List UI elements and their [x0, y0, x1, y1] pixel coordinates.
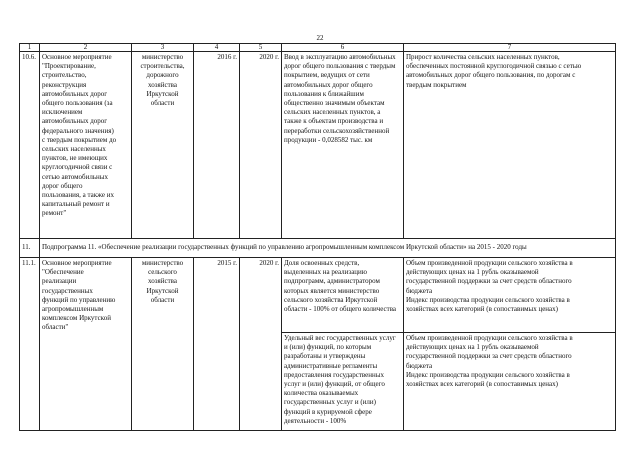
column-number: 2 [40, 44, 132, 52]
target-indicator: Удельный вес государственных услуг и (или) функций, по которым разработаны и утверждены административные регламенты предоставления государственных услуг и (или) функций, от общего количества оказываемых государственных услуг и (или) функций в курируемой сфере деятельности - 100% [282, 333, 404, 431]
page-number: 22 [316, 34, 324, 42]
column-number: 1 [20, 44, 40, 52]
column-number: 6 [282, 44, 404, 52]
executor: министерство сельского хозяйства Иркутской области [132, 258, 194, 431]
column-number: 4 [194, 44, 240, 52]
target-indicator: Ввод в эксплуатацию автомобильных дорог общего пользования с твердым покрытием, ведущих от сети автомобильных дорог общего пользования к ближайшим общественно значимым объектам сельских населенных пунктов, а также к объектам производства и переработки сельскохозяйственной продукции - 0,028582 тыс. км [282, 52, 404, 239]
row-number: 10.6. [20, 52, 40, 239]
expected-result: Объем произведенной продукции сельского хозяйства в действующих ценах на 1 рубль оказываемой государственной поддержки за счет средств областного бюджета Индекс производства продукции сельского хозяйства в хозяйствах всех категорий (в сопоставимых ценах) [404, 258, 616, 333]
subprogram-row [20, 239, 616, 258]
measure-name: Основное мероприятие "Проектирование, строительство, реконструкция автомобильных дорог общего пользования (за исключением автомобильных дорог федерального значения) с твердым покрытием до сельских населенных пунктов, не имеющих круглогодичной связи с сетью автомобильных дорог общего пользования, а также их капитальный ремонт и ремонт" [40, 52, 132, 239]
column-number-row [20, 44, 616, 52]
subprogram-number: 11. [20, 239, 40, 258]
table-row-11-1 [20, 258, 616, 333]
row-number: 11.1. [20, 258, 40, 431]
end-year: 2020 г. [240, 258, 282, 431]
column-number: 5 [240, 44, 282, 52]
measure-name: Основное мероприятие "Обеспечение реализации государственных функций по управлению агропромышленным комплексом Иркутской области" [40, 258, 132, 431]
executor: министерство строительства, дорожного хозяйства Иркутской области [132, 52, 194, 239]
end-year: 2020 г. [240, 52, 282, 239]
start-year: 2016 г. [194, 52, 240, 239]
expected-result: Объем произведенной продукции сельского хозяйства в действующих ценах на 1 рубль оказываемой государственной поддержки за счет средств областного бюджета Индекс производства продукции сельского хозяйства в хозяйствах всех категорий (в сопоставимых ценах) [404, 333, 616, 431]
start-year: 2015 г. [194, 258, 240, 431]
measures-table [19, 43, 616, 431]
expected-result: Прирост количества сельских населенных пунктов, обеспеченных постоянной круглогодичной связью с сетью автомобильных дорог общего пользования, по дорогам с твердым покрытием [404, 52, 616, 239]
table-row-10-6 [20, 52, 616, 239]
subprogram-title: Подпрограмма 11. «Обеспечение реализации государственных функций по управлению агропромышленным комплексом Иркутской области» на 2015 - 2020 годы [40, 239, 616, 258]
column-number: 7 [404, 44, 616, 52]
target-indicator: Доля освоенных средств, выделенных на реализацию подпрограмм, администратором которых является министерство сельского хозяйства Иркутской области - 100% от общего количества [282, 258, 404, 333]
column-number: 3 [132, 44, 194, 52]
